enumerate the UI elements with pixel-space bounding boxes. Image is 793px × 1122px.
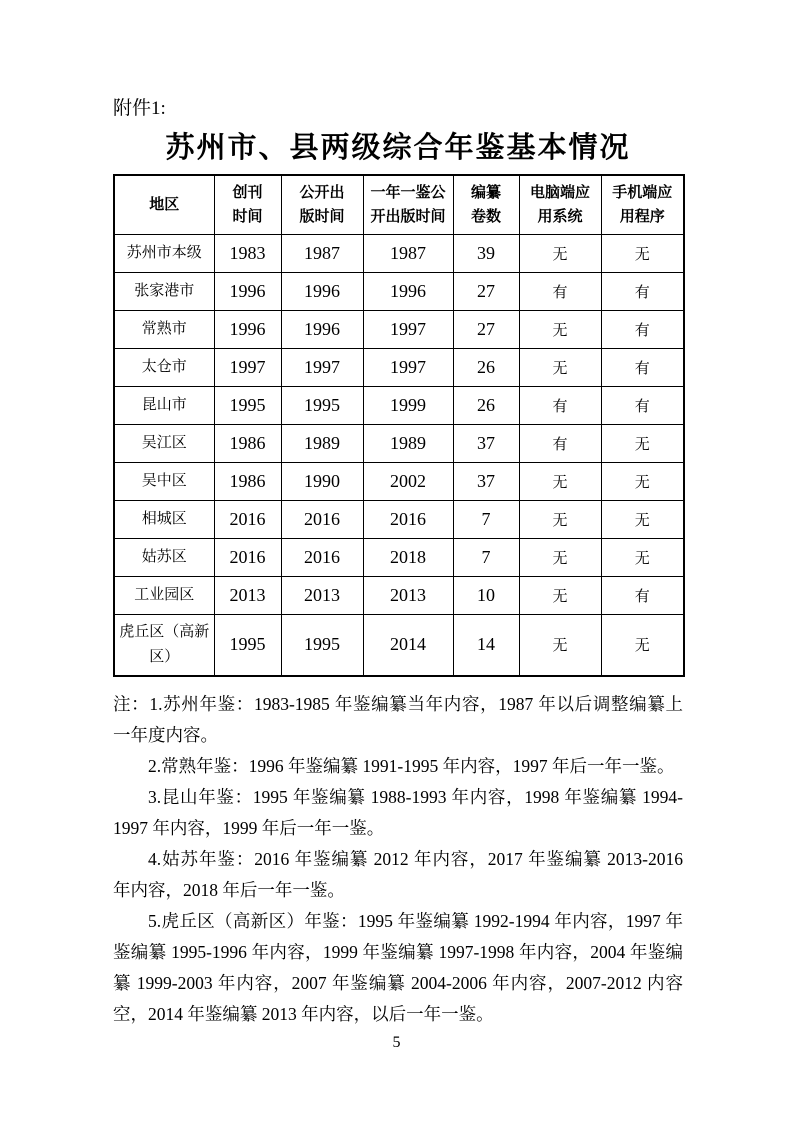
cell-public_pub_year: 2016 xyxy=(281,538,363,576)
page-number: 5 xyxy=(392,1034,401,1051)
column-header-line: 编纂 xyxy=(470,183,501,201)
cell-volumes: 7 xyxy=(453,538,519,576)
cell-region: 姑苏区 xyxy=(114,538,214,576)
cell-founded_year: 2013 xyxy=(214,576,281,614)
cell-one_year_pub_year: 1997 xyxy=(363,348,453,386)
column-header-line: 用程序 xyxy=(619,207,665,225)
cell-founded_year: 1996 xyxy=(214,272,281,310)
cell-pc_system: 无 xyxy=(519,576,601,614)
cell-one_year_pub_year: 1997 xyxy=(363,310,453,348)
cell-founded_year: 1996 xyxy=(214,310,281,348)
cell-volumes: 26 xyxy=(453,386,519,424)
table-header xyxy=(114,175,684,234)
cell-founded_year: 1986 xyxy=(214,462,281,500)
cell-pc_system: 有 xyxy=(519,386,601,424)
column-header-founded_year xyxy=(214,175,281,234)
cell-public_pub_year: 1996 xyxy=(281,272,363,310)
cell-one_year_pub_year: 2002 xyxy=(363,462,453,500)
cell-one_year_pub_year: 1996 xyxy=(363,272,453,310)
cell-public_pub_year: 1995 xyxy=(281,386,363,424)
cell-public_pub_year: 1989 xyxy=(281,424,363,462)
column-header-public_pub_year xyxy=(281,175,363,234)
cell-volumes: 37 xyxy=(453,424,519,462)
table-row xyxy=(114,386,684,424)
cell-public_pub_year: 2013 xyxy=(281,576,363,614)
table-row xyxy=(114,576,684,614)
table-row xyxy=(114,234,684,272)
cell-region: 虎丘区（高新区） xyxy=(114,614,214,676)
cell-volumes: 14 xyxy=(453,614,519,676)
cell-pc_system: 无 xyxy=(519,462,601,500)
cell-region: 相城区 xyxy=(114,500,214,538)
cell-region: 苏州市本级 xyxy=(114,234,214,272)
cell-region: 常熟市 xyxy=(114,310,214,348)
table-row xyxy=(114,310,684,348)
cell-mobile_app: 无 xyxy=(601,538,684,576)
cell-pc_system: 无 xyxy=(519,538,601,576)
cell-volumes: 27 xyxy=(453,310,519,348)
cell-public_pub_year: 1996 xyxy=(281,310,363,348)
note-paragraph-1: 注：1.苏州年鉴：1983-1985 年鉴编纂当年内容，1987 年以后调整编纂上一年度内容。 xyxy=(113,694,683,745)
cell-public_pub_year: 1997 xyxy=(281,348,363,386)
notes-section xyxy=(113,689,683,1030)
note-paragraph-5: 5.虎丘区（高新区）年鉴：1995 年鉴编纂 1992-1994 年内容，1997 年鉴编纂 1995-1996 年内容，1999 年鉴编纂 1997-1998 年内容，2004 年鉴编纂 1999-2003 年内容，2007 年鉴编纂 2004-2006 年内容，2007-2012 内容空，2014 年鉴编纂 2013 年内容，以后一年一鉴。 xyxy=(113,911,683,1024)
note-paragraph-3: 3.昆山年鉴：1995 年鉴编纂 1988-1993 年内容，1998 年鉴编纂 1994-1997 年内容，1999 年后一年一鉴。 xyxy=(113,787,683,838)
table-body xyxy=(114,234,684,676)
column-header-volumes xyxy=(453,175,519,234)
cell-region: 张家港市 xyxy=(114,272,214,310)
column-header-line: 用系统 xyxy=(537,207,583,225)
cell-public_pub_year: 1995 xyxy=(281,614,363,676)
cell-founded_year: 1995 xyxy=(214,614,281,676)
cell-mobile_app: 无 xyxy=(601,462,684,500)
table-row xyxy=(114,462,684,500)
table-row xyxy=(114,272,684,310)
cell-mobile_app: 有 xyxy=(601,576,684,614)
yearbook-table xyxy=(113,174,685,677)
note-paragraph-2: 2.常熟年鉴：1996 年鉴编纂 1991-1995 年内容，1997 年后一年一鉴。 xyxy=(148,756,675,776)
cell-pc_system: 无 xyxy=(519,500,601,538)
column-header-line: 电脑端应 xyxy=(529,183,590,201)
column-header-line: 开出版时间 xyxy=(370,207,446,225)
column-header-line: 创刊 xyxy=(232,183,263,201)
cell-one_year_pub_year: 1987 xyxy=(363,234,453,272)
cell-one_year_pub_year: 2014 xyxy=(363,614,453,676)
cell-mobile_app: 有 xyxy=(601,310,684,348)
column-header-line: 版时间 xyxy=(299,207,345,225)
table-row xyxy=(114,614,684,676)
cell-region: 昆山市 xyxy=(114,386,214,424)
column-header-line: 地区 xyxy=(149,195,180,213)
cell-volumes: 7 xyxy=(453,500,519,538)
column-header-line: 手机端应 xyxy=(612,183,673,201)
cell-region: 吴江区 xyxy=(114,424,214,462)
cell-volumes: 26 xyxy=(453,348,519,386)
cell-mobile_app: 无 xyxy=(601,500,684,538)
cell-region: 工业园区 xyxy=(114,576,214,614)
cell-founded_year: 1997 xyxy=(214,348,281,386)
cell-mobile_app: 无 xyxy=(601,424,684,462)
column-header-mobile_app xyxy=(601,175,684,234)
cell-pc_system: 无 xyxy=(519,348,601,386)
table-row xyxy=(114,538,684,576)
cell-mobile_app: 有 xyxy=(601,272,684,310)
cell-public_pub_year: 1990 xyxy=(281,462,363,500)
cell-volumes: 37 xyxy=(453,462,519,500)
column-header-region xyxy=(114,175,214,234)
table-header-row xyxy=(114,175,684,234)
column-header-line: 一年一鉴公 xyxy=(370,183,446,201)
cell-one_year_pub_year: 1989 xyxy=(363,424,453,462)
cell-mobile_app: 无 xyxy=(601,614,684,676)
cell-founded_year: 1995 xyxy=(214,386,281,424)
cell-founded_year: 2016 xyxy=(214,500,281,538)
column-header-line: 时间 xyxy=(232,207,263,225)
note-paragraph-4: 4.姑苏年鉴：2016 年鉴编纂 2012 年内容，2017 年鉴编纂 2013-2016 年内容，2018 年后一年一鉴。 xyxy=(113,849,683,900)
cell-one_year_pub_year: 2016 xyxy=(363,500,453,538)
table-row xyxy=(114,348,684,386)
page-title: 苏州市、县两级综合年鉴基本情况 xyxy=(165,132,631,164)
cell-pc_system: 无 xyxy=(519,310,601,348)
cell-one_year_pub_year: 1999 xyxy=(363,386,453,424)
cell-pc_system: 无 xyxy=(519,614,601,676)
cell-public_pub_year: 2016 xyxy=(281,500,363,538)
cell-mobile_app: 有 xyxy=(601,386,684,424)
cell-volumes: 10 xyxy=(453,576,519,614)
cell-pc_system: 无 xyxy=(519,234,601,272)
table-row xyxy=(114,424,684,462)
cell-mobile_app: 有 xyxy=(601,348,684,386)
cell-mobile_app: 无 xyxy=(601,234,684,272)
cell-one_year_pub_year: 2018 xyxy=(363,538,453,576)
cell-pc_system: 有 xyxy=(519,424,601,462)
cell-pc_system: 有 xyxy=(519,272,601,310)
column-header-line: 卷数 xyxy=(470,207,501,225)
column-header-one_year_pub_year xyxy=(363,175,453,234)
attachment-label: 附件1: xyxy=(113,98,166,119)
table-row xyxy=(114,500,684,538)
cell-founded_year: 1983 xyxy=(214,234,281,272)
cell-founded_year: 1986 xyxy=(214,424,281,462)
column-header-line: 公开出 xyxy=(299,183,345,201)
cell-volumes: 39 xyxy=(453,234,519,272)
cell-public_pub_year: 1987 xyxy=(281,234,363,272)
cell-volumes: 27 xyxy=(453,272,519,310)
column-header-pc_system xyxy=(519,175,601,234)
cell-region: 太仓市 xyxy=(114,348,214,386)
cell-one_year_pub_year: 2013 xyxy=(363,576,453,614)
cell-founded_year: 2016 xyxy=(214,538,281,576)
cell-region: 吴中区 xyxy=(114,462,214,500)
